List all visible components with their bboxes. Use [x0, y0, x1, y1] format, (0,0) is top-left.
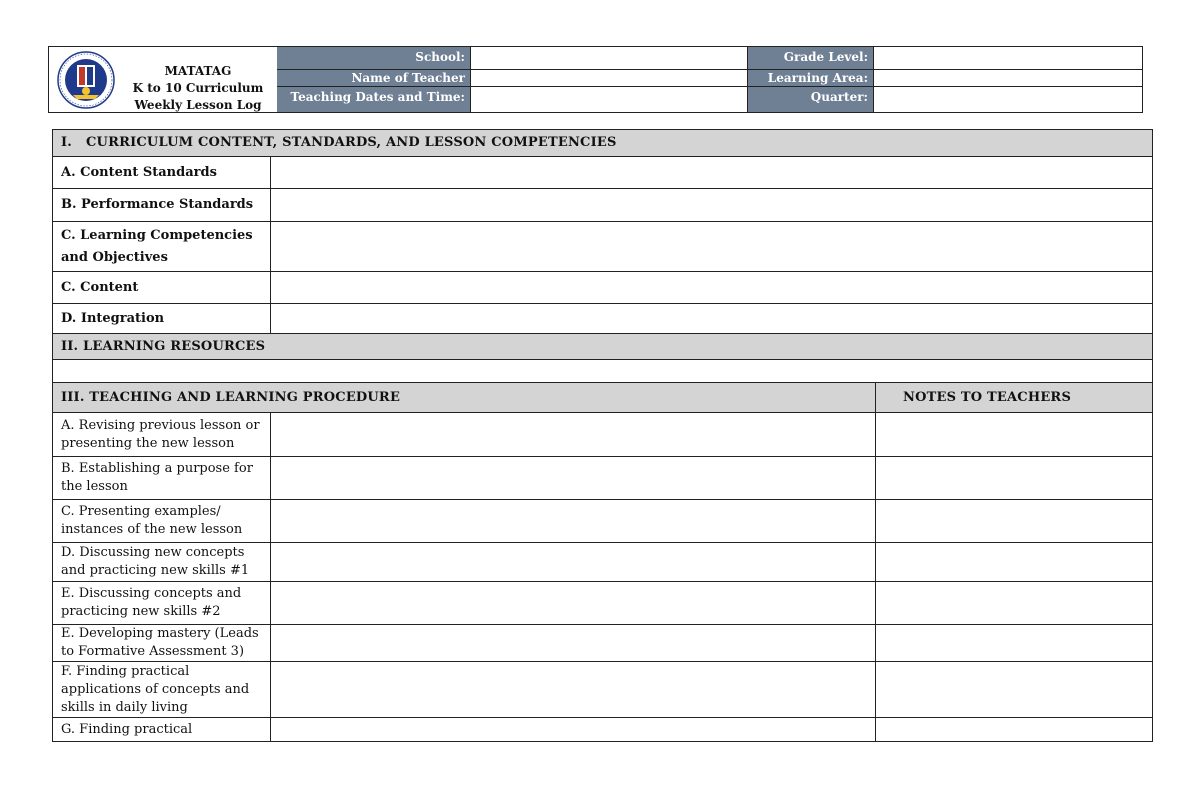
learning-competencies-input[interactable] — [271, 222, 1153, 272]
procedure-label: C. Presenting examples/ instances of the new lesson — [53, 500, 271, 543]
procedure-input[interactable] — [271, 718, 876, 742]
table-row — [53, 157, 1153, 189]
table-row — [53, 582, 1153, 625]
table-row — [53, 625, 1153, 662]
procedure-label: B. Establishing a purpose for the lesson — [53, 457, 271, 500]
procedure-input[interactable] — [271, 457, 876, 500]
integration-input[interactable] — [271, 304, 1153, 334]
header-divider — [277, 86, 1142, 87]
procedure-label: E. Developing mastery (Leads to Formative Assessment 3) — [53, 625, 271, 662]
table-row — [53, 500, 1153, 543]
section-1-title: CURRICULUM CONTENT, STANDARDS, AND LESSON COMPETENCIES — [86, 135, 617, 150]
content-standards-label: A. Content Standards — [53, 157, 271, 189]
performance-standards-label: B. Performance Standards — [53, 189, 271, 222]
content-input[interactable] — [271, 272, 1153, 304]
notes-input[interactable] — [876, 582, 1153, 625]
table-row — [53, 360, 1153, 383]
grade-level-label: Grade Level: — [748, 47, 874, 70]
logo-cell — [49, 47, 278, 112]
deped-seal-icon — [57, 51, 115, 109]
procedure-input[interactable] — [271, 413, 876, 457]
procedure-label: D. Discussing new concepts and practicing new skills #1 — [53, 543, 271, 582]
procedure-input[interactable] — [271, 625, 876, 662]
table-row — [53, 222, 1153, 272]
learning-area-field[interactable] — [874, 70, 1142, 87]
school-field[interactable] — [471, 47, 748, 70]
table-row — [53, 543, 1153, 582]
procedure-label: F. Finding practical applications of concepts and skills in daily living — [53, 662, 271, 718]
teacher-field[interactable] — [471, 70, 748, 87]
procedure-label: A. Revising previous lesson or presenting the new lesson — [53, 413, 271, 457]
table-row — [53, 272, 1153, 304]
notes-input[interactable] — [876, 457, 1153, 500]
procedure-input[interactable] — [271, 662, 876, 718]
table-row — [53, 662, 1153, 718]
quarter-label: Quarter: — [748, 87, 874, 112]
teacher-label: Name of Teacher — [277, 70, 471, 87]
notes-input[interactable] — [876, 625, 1153, 662]
learning-area-label: Learning Area: — [748, 70, 874, 87]
procedure-label: G. Finding practical — [53, 718, 271, 742]
lesson-log-table — [52, 129, 1153, 742]
notes-input[interactable] — [876, 500, 1153, 543]
school-label: School: — [277, 47, 471, 70]
learning-competencies-label: C. Learning Competencies and Objectives — [53, 222, 271, 272]
section-1-header — [53, 130, 1153, 157]
notes-input[interactable] — [876, 718, 1153, 742]
procedure-input[interactable] — [271, 543, 876, 582]
table-row — [53, 189, 1153, 222]
section-header-row — [53, 334, 1153, 360]
notes-input[interactable] — [876, 662, 1153, 718]
section-header-row — [53, 383, 1153, 413]
quarter-field[interactable] — [874, 87, 1142, 112]
learning-resources-input[interactable] — [53, 360, 1153, 383]
table-row — [53, 413, 1153, 457]
table-row — [53, 304, 1153, 334]
table-row — [53, 457, 1153, 500]
title-line-1: MATATAG — [164, 64, 232, 78]
table-row — [53, 718, 1153, 742]
notes-input[interactable] — [876, 543, 1153, 582]
section-header-row — [53, 130, 1153, 157]
procedure-input[interactable] — [271, 500, 876, 543]
grade-level-field[interactable] — [874, 47, 1142, 70]
section-3-header: III. TEACHING AND LEARNING PROCEDURE — [53, 383, 876, 413]
title-line-2: K to 10 Curriculum — [132, 81, 264, 95]
notes-to-teachers-header: NOTES TO TEACHERS — [876, 383, 1153, 413]
lesson-log-header — [48, 46, 1143, 113]
content-standards-input[interactable] — [271, 157, 1153, 189]
title-line-3: Weekly Lesson Log — [134, 98, 262, 112]
performance-standards-input[interactable] — [271, 189, 1153, 222]
procedure-input[interactable] — [271, 582, 876, 625]
dates-field[interactable] — [471, 87, 748, 112]
header-divider — [277, 69, 1142, 70]
integration-label: D. Integration — [53, 304, 271, 334]
content-label: C. Content — [53, 272, 271, 304]
procedure-label: E. Discussing concepts and practicing new skills #2 — [53, 582, 271, 625]
notes-input[interactable] — [876, 413, 1153, 457]
section-2-header: II. LEARNING RESOURCES — [53, 334, 1153, 360]
form-title — [119, 63, 277, 114]
section-1-number: I. — [61, 135, 73, 150]
dates-label: Teaching Dates and Time: — [277, 87, 471, 112]
